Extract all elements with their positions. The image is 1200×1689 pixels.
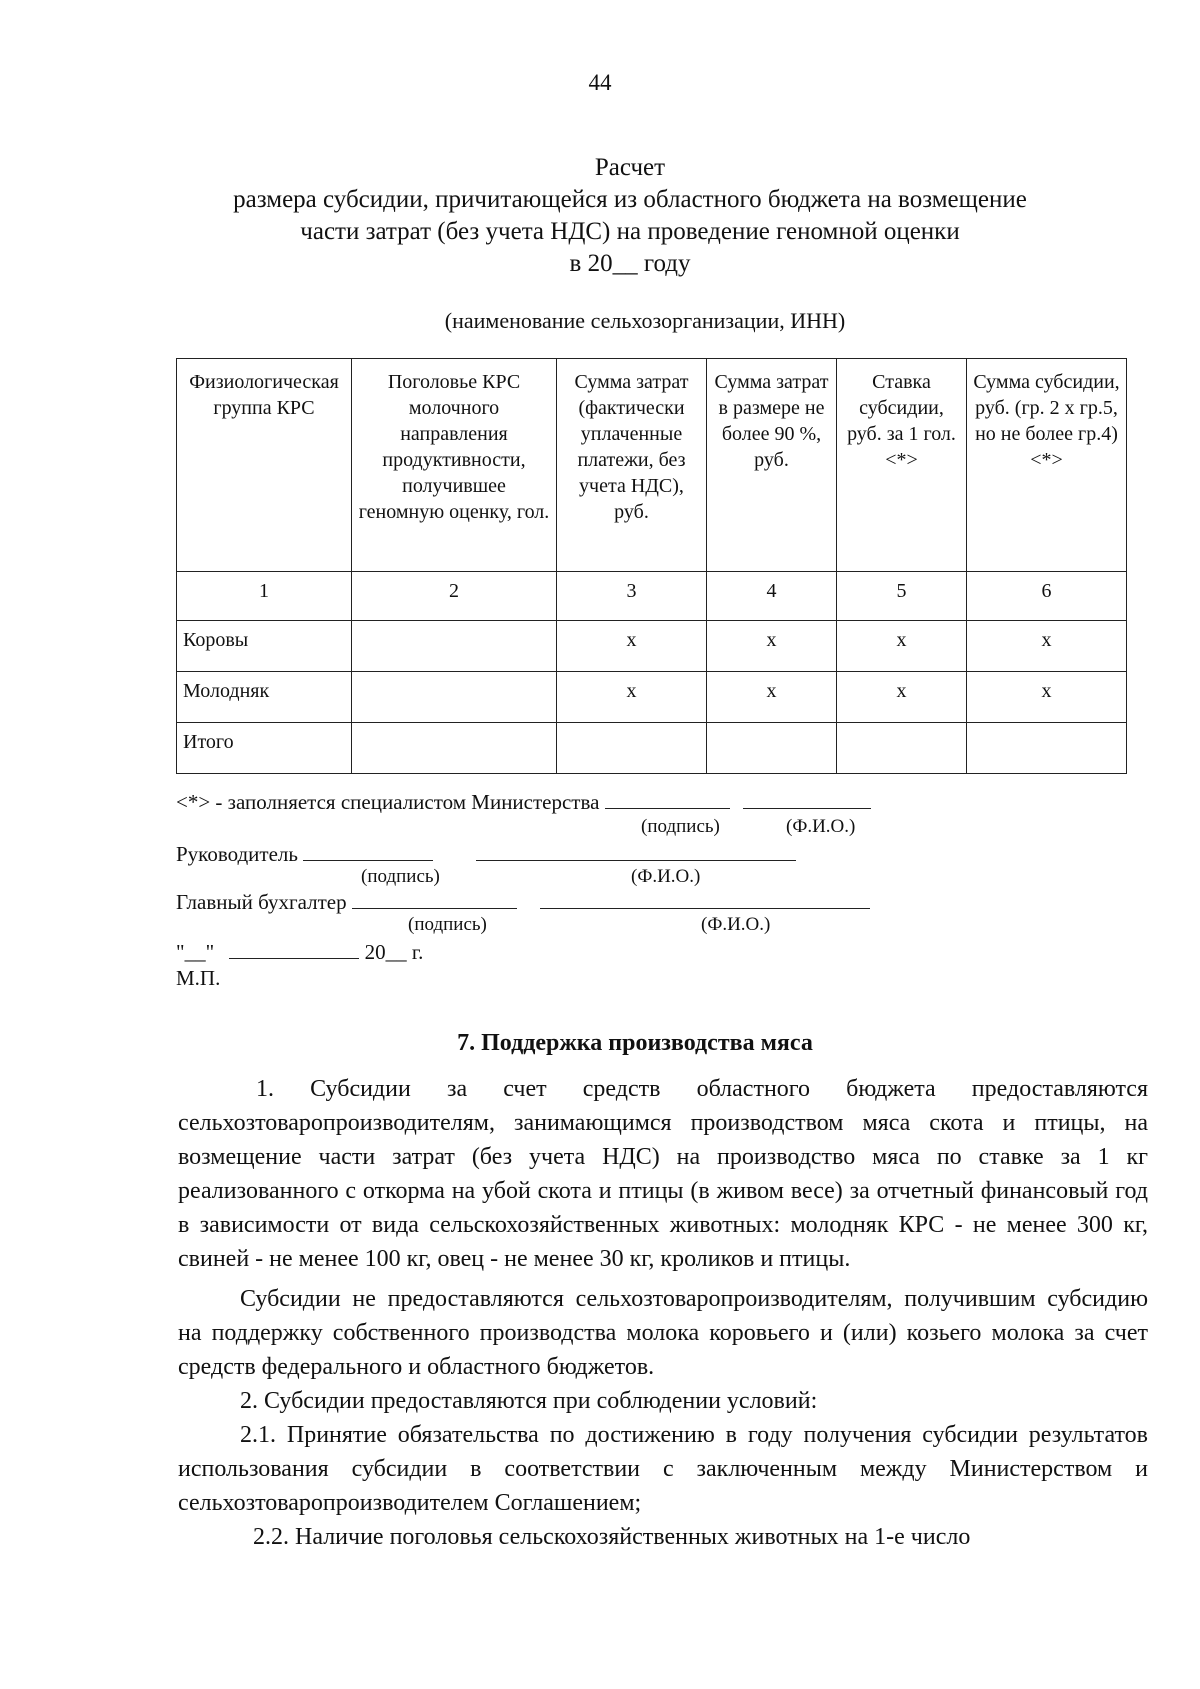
page-number: 44 (588, 70, 612, 95)
column-number: 1 (177, 572, 352, 621)
paragraph: Субсидии не предоставляются сельхозтоваропроизводителям, получившим субсидию на поддержку собственного производства молока коровьего и (или) козьего молока за счет средств федерального и областного бюджетов. (178, 1286, 1148, 1380)
table-cell (707, 723, 837, 774)
paragraph: 2. Субсидии предоставляются при соблюдении условий: (240, 1388, 818, 1414)
stamp-place: М.П. (176, 966, 221, 990)
column-number: 4 (707, 572, 837, 621)
table-cell: x (967, 672, 1127, 723)
table-cell (557, 723, 707, 774)
table-row (177, 672, 1127, 723)
footnote-sign-label: (подпись) (641, 816, 720, 837)
table-cell: x (837, 621, 967, 672)
table-cell: x (707, 672, 837, 723)
title-line-2: размера субсидии, причитающейся из областного бюджета на возмещение (233, 186, 1027, 213)
header-cell: Поголовье КРС молочного направления продуктивности, получившее геномную оценку, гол. (352, 359, 557, 572)
head-signature-line (303, 842, 433, 861)
subsidy-calculation-table (176, 358, 1127, 774)
accountant-sign-label: (подпись) (408, 914, 487, 935)
accountant-label: Главный бухгалтер (176, 890, 347, 914)
footnote-fio-label: (Ф.И.О.) (786, 816, 856, 837)
header-cell: Сумма субсидии, руб. (гр. 2 x гр.5, но не более гр.4) <*> (967, 359, 1127, 572)
title-line-1: Расчет (594, 154, 666, 181)
title-line-3: части затрат (без учета НДС) на проведение геномной оценки (300, 218, 960, 245)
head-fio-line (476, 842, 796, 861)
head-label: Руководитель (176, 842, 298, 866)
column-number: 5 (837, 572, 967, 621)
table-cell (352, 723, 557, 774)
table-cell: x (557, 672, 707, 723)
table-row (177, 621, 1127, 672)
row-label: Итого (177, 723, 352, 774)
date-year: 20__ г. (364, 940, 424, 964)
ministry-signature-line (605, 790, 730, 809)
head-sign-label: (подпись) (361, 866, 440, 887)
column-number: 2 (352, 572, 557, 621)
header-cell: Ставка субсидии, руб. за 1 гол. <*> (837, 359, 967, 572)
title-line-4: в 20__ году (569, 250, 691, 277)
date-month-line (229, 940, 359, 959)
organization-caption: (наименование сельхозорганизации, ИНН) (444, 308, 846, 333)
date-line (176, 940, 423, 965)
paragraph: 1. Субсидии за счет средств областного бюджета предоставляются сельхозтоваропроизводителям, занимающимся производством мяса скота и птицы, на возмещение части затрат (без учета НДС) на производство мяса по ставке за 1 кг реализованного с откорма на убой скота и птицы (в живом весе) за отчетный финансовый год в зависимости от вида сельскохозяйственных животных: молодняк КРС - не менее 300 кг, свиней - не менее 100 кг, овец - не менее 30 кг, кроликов и птицы. (178, 1076, 1148, 1272)
table-cell (352, 621, 557, 672)
footnote-line (176, 790, 871, 815)
row-label: Молодняк (177, 672, 352, 723)
table-cell: x (557, 621, 707, 672)
head-fio-label: (Ф.И.О.) (631, 866, 701, 887)
table-row (177, 723, 1127, 774)
table-cell (967, 723, 1127, 774)
accountant-signature-line (352, 890, 517, 909)
footnote-text: <*> - заполняется специалистом Министерства (176, 790, 600, 814)
header-cell: Физиологическая группа КРС (177, 359, 352, 572)
table-cell (352, 672, 557, 723)
accountant-line (176, 890, 870, 915)
ministry-fio-line (743, 790, 871, 809)
table-cell (837, 723, 967, 774)
accountant-fio-line (540, 890, 870, 909)
date-quote: "__" (176, 940, 215, 964)
paragraph: 2.1. Принятие обязательства по достижению в году получения субсидии результатов использования субсидии в соответствии с заключенным между Министерством и сельхозтоваропроизводителем Соглашением; (178, 1422, 1148, 1516)
section-body (178, 1072, 1148, 1554)
head-line (176, 842, 796, 867)
table-header-row (177, 359, 1127, 572)
header-cell: Сумма затрат (фактически уплаченные платежи, без учета НДС), руб. (557, 359, 707, 572)
table-cell: x (707, 621, 837, 672)
table-cell: x (967, 621, 1127, 672)
section-heading: 7. Поддержка производства мяса (457, 1030, 813, 1056)
document-title (150, 152, 1110, 280)
table-cell: x (837, 672, 967, 723)
column-number: 6 (967, 572, 1127, 621)
header-cell: Сумма затрат в размере не более 90 %, руб. (707, 359, 837, 572)
paragraph: 2.2. Наличие поголовья сельскохозяйственных животных на 1-е число (253, 1524, 971, 1550)
column-number: 3 (557, 572, 707, 621)
row-label: Коровы (177, 621, 352, 672)
column-number-row (177, 572, 1127, 621)
accountant-fio-label: (Ф.И.О.) (701, 914, 771, 935)
